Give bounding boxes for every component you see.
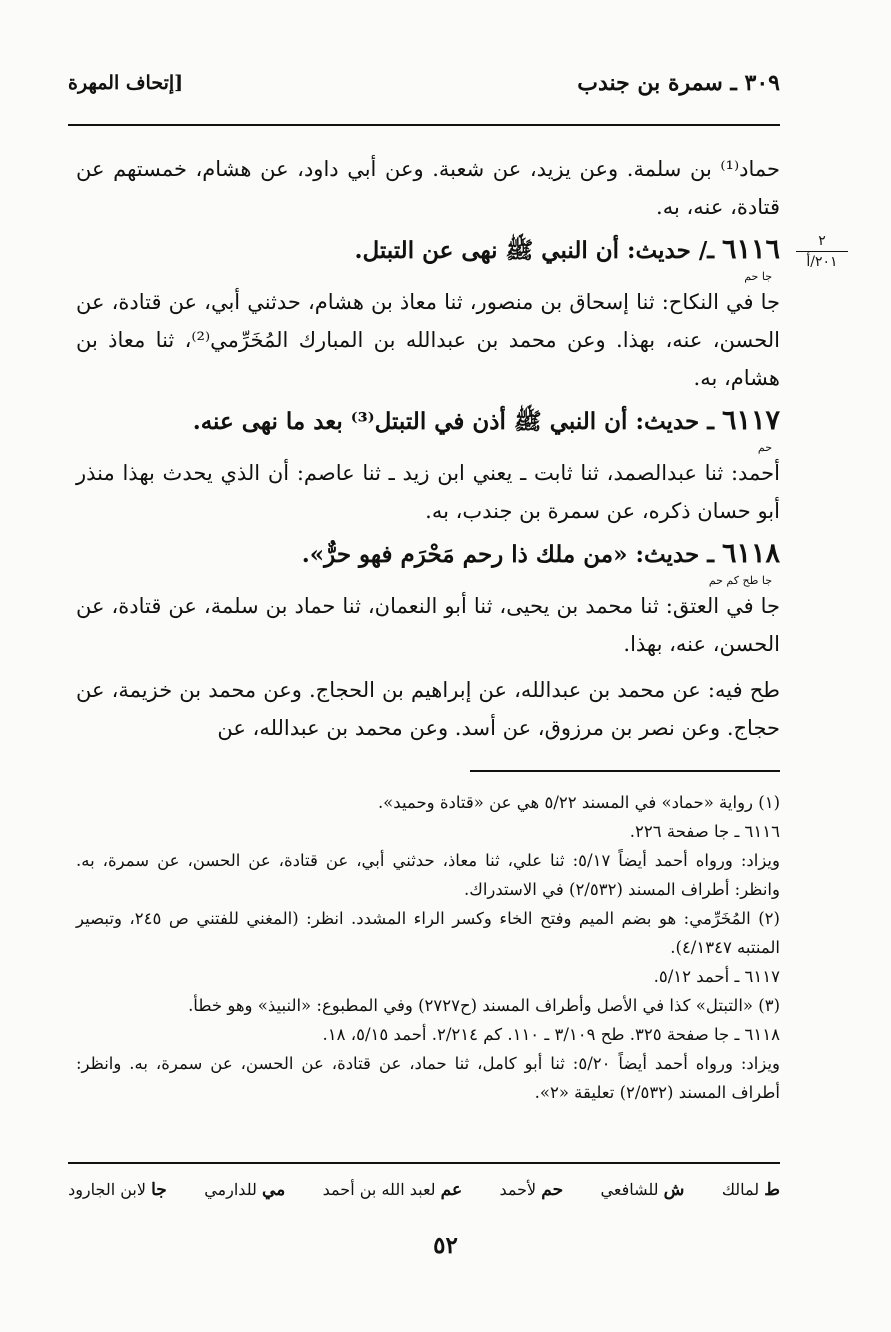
legend-abbr: مي [261,1180,286,1200]
footnote-line: ٦١١٧ ـ أحمد ٥/١٢. [653,967,780,986]
legend-label: للشافعي [600,1180,659,1199]
main-text [76,150,780,747]
legend-item [323,1180,462,1200]
legend-rule [68,1162,780,1164]
footnote-rule [470,770,780,772]
page-number: ٥٢ [433,1232,458,1259]
paragraph-1: حماد⁽¹⁾ بن سلمة. وعن يزيد، عن شعبة. وعن أبي داود، عن هشام، خمستهم عن قتادة، عنه، به. [76,157,780,219]
legend-abbr: عم [440,1180,463,1200]
source-symbols: جا حم [744,270,772,283]
legend-item [601,1180,685,1200]
legend-abbr: ش [663,1180,685,1200]
paragraph-4: جا في العتق: ثنا محمد بن يحيى، ثنا أبو النعمان، ثنا حماد بن سلمة، عن قتادة، عن الحسن، عنه، بهذا. [76,594,780,656]
legend-item [500,1180,564,1200]
header-rule [68,124,780,126]
footnote-line: (٣) «التبتل» كذا في الأصل وأطراف المسند (ح٢٧٢٧) وفي المطبوع: «النبيذ» وهو خطأ. [188,996,780,1015]
hadith-number: ٦١١٧ [721,405,780,436]
paragraph-3: أحمد: ثنا عبدالصمد، ثنا ثابت ـ يعني ابن زيد ـ ثنا عاصم: أن الذي يحدث بهذا منذر أبو حسان ذكره، عن سمرة بن جندب، به. [76,461,780,523]
margin-volume: ٢ [818,233,826,249]
hadith-heading-6116 [76,230,780,271]
legend-label: لعبد الله بن أحمد [322,1180,436,1199]
legend-item [204,1180,285,1200]
margin-folio: ٢٠١/أ [806,254,838,270]
hadith-heading-6117 [76,401,780,442]
footnote-line: (١) رواية «حماد» في المسند ٥/٢٢ هي عن «قتادة وحميد». [377,793,780,812]
abbreviation-legend [68,1180,780,1200]
section-title: ٣٠٩ ـ سمرة بن جندب [577,70,780,96]
footnote-line: ويزاد: ورواه أحمد أيضاً ٥/٢٠: ثنا أبو كامل، ثنا حماد، عن قتادة، عن الحسن، عن سمرة، به. وانظر: أطراف المسند (٢/٥٣٢) تعليقة «٢». [76,1054,780,1102]
hadith-number: ٦١١٦ [721,234,780,265]
legend-item [722,1180,780,1200]
legend-abbr: ط [764,1180,780,1200]
margin-divider [796,251,848,252]
footnote-line: ويزاد: ورواه أحمد أيضاً ٥/١٧: ثنا علي، ثنا معاذ، حدثني أبي، عن قتادة، عن الحسن، عن سمرة، به. وانظر: أطراف المسند (٢/٥٣٢) في الاستدراك. [76,851,780,899]
source-symbols: حم [757,441,772,454]
paragraph-2: جا في النكاح: ثنا إسحاق بن منصور، ثنا معاذ بن هشام، حدثني أبي، عن قتادة، عن الحسن، عنه، بهذا. وعن محمد بن عبدالله بن المبارك المُخَرِّمي⁽²⁾، ثنا معاذ بن هشام، به. [76,290,780,390]
legend-abbr: جا [151,1180,167,1200]
source-symbols: جا طح كم حم [708,574,772,587]
hadith-title: ـ/ حديث: أن النبي ﷺ نهى عن التبتل. [354,237,714,264]
footnote-line: ٦١١٨ ـ جا صفحة ٣٢٥. طح ٣/١٠٩ ـ ١١٠. كم ٢/٢١٤. أحمد ٥/١٥، ١٨. [322,1025,780,1044]
hadith-title: ـ حديث: أن النبي ﷺ أذن في التبتل⁽³⁾ بعد ما نهى عنه. [192,408,714,435]
legend-label: لابن الجارود [68,1180,147,1199]
margin-reference [796,232,848,271]
hadith-heading-6118 [76,534,780,575]
footnote-line: ٦١١٦ ـ جا صفحة ٢٢٦. [629,822,780,841]
hadith-number: ٦١١٨ [721,538,780,569]
legend-label: لمالك [721,1180,760,1199]
legend-label: لأحمد [499,1180,537,1199]
page-header [68,70,780,110]
legend-abbr: حم [541,1180,564,1200]
legend-label: للدارمي [204,1180,257,1199]
legend-item [68,1180,167,1200]
footnotes [76,788,780,1107]
footnote-line: (٢) المُخَرِّمي: هو بضم الميم وفتح الخاء وكسر الراء المشدد. انظر: (المغني للفتني ص ٢٤٥، وتبصير المنتبه ٤/١٣٤٧). [76,909,780,957]
hadith-title: ـ حديث: «من ملك ذا رحم مَحْرَم فهو حرٌّ». [301,541,714,568]
book-title: [إتحاف المهرة [68,72,184,94]
paragraph-5: طح فيه: عن محمد بن عبدالله، عن إبراهيم بن الحجاج. وعن محمد بن خزيمة، عن حجاج. وعن نصر بن مرزوق، عن أسد. وعن محمد بن عبدالله، عن [76,678,780,740]
